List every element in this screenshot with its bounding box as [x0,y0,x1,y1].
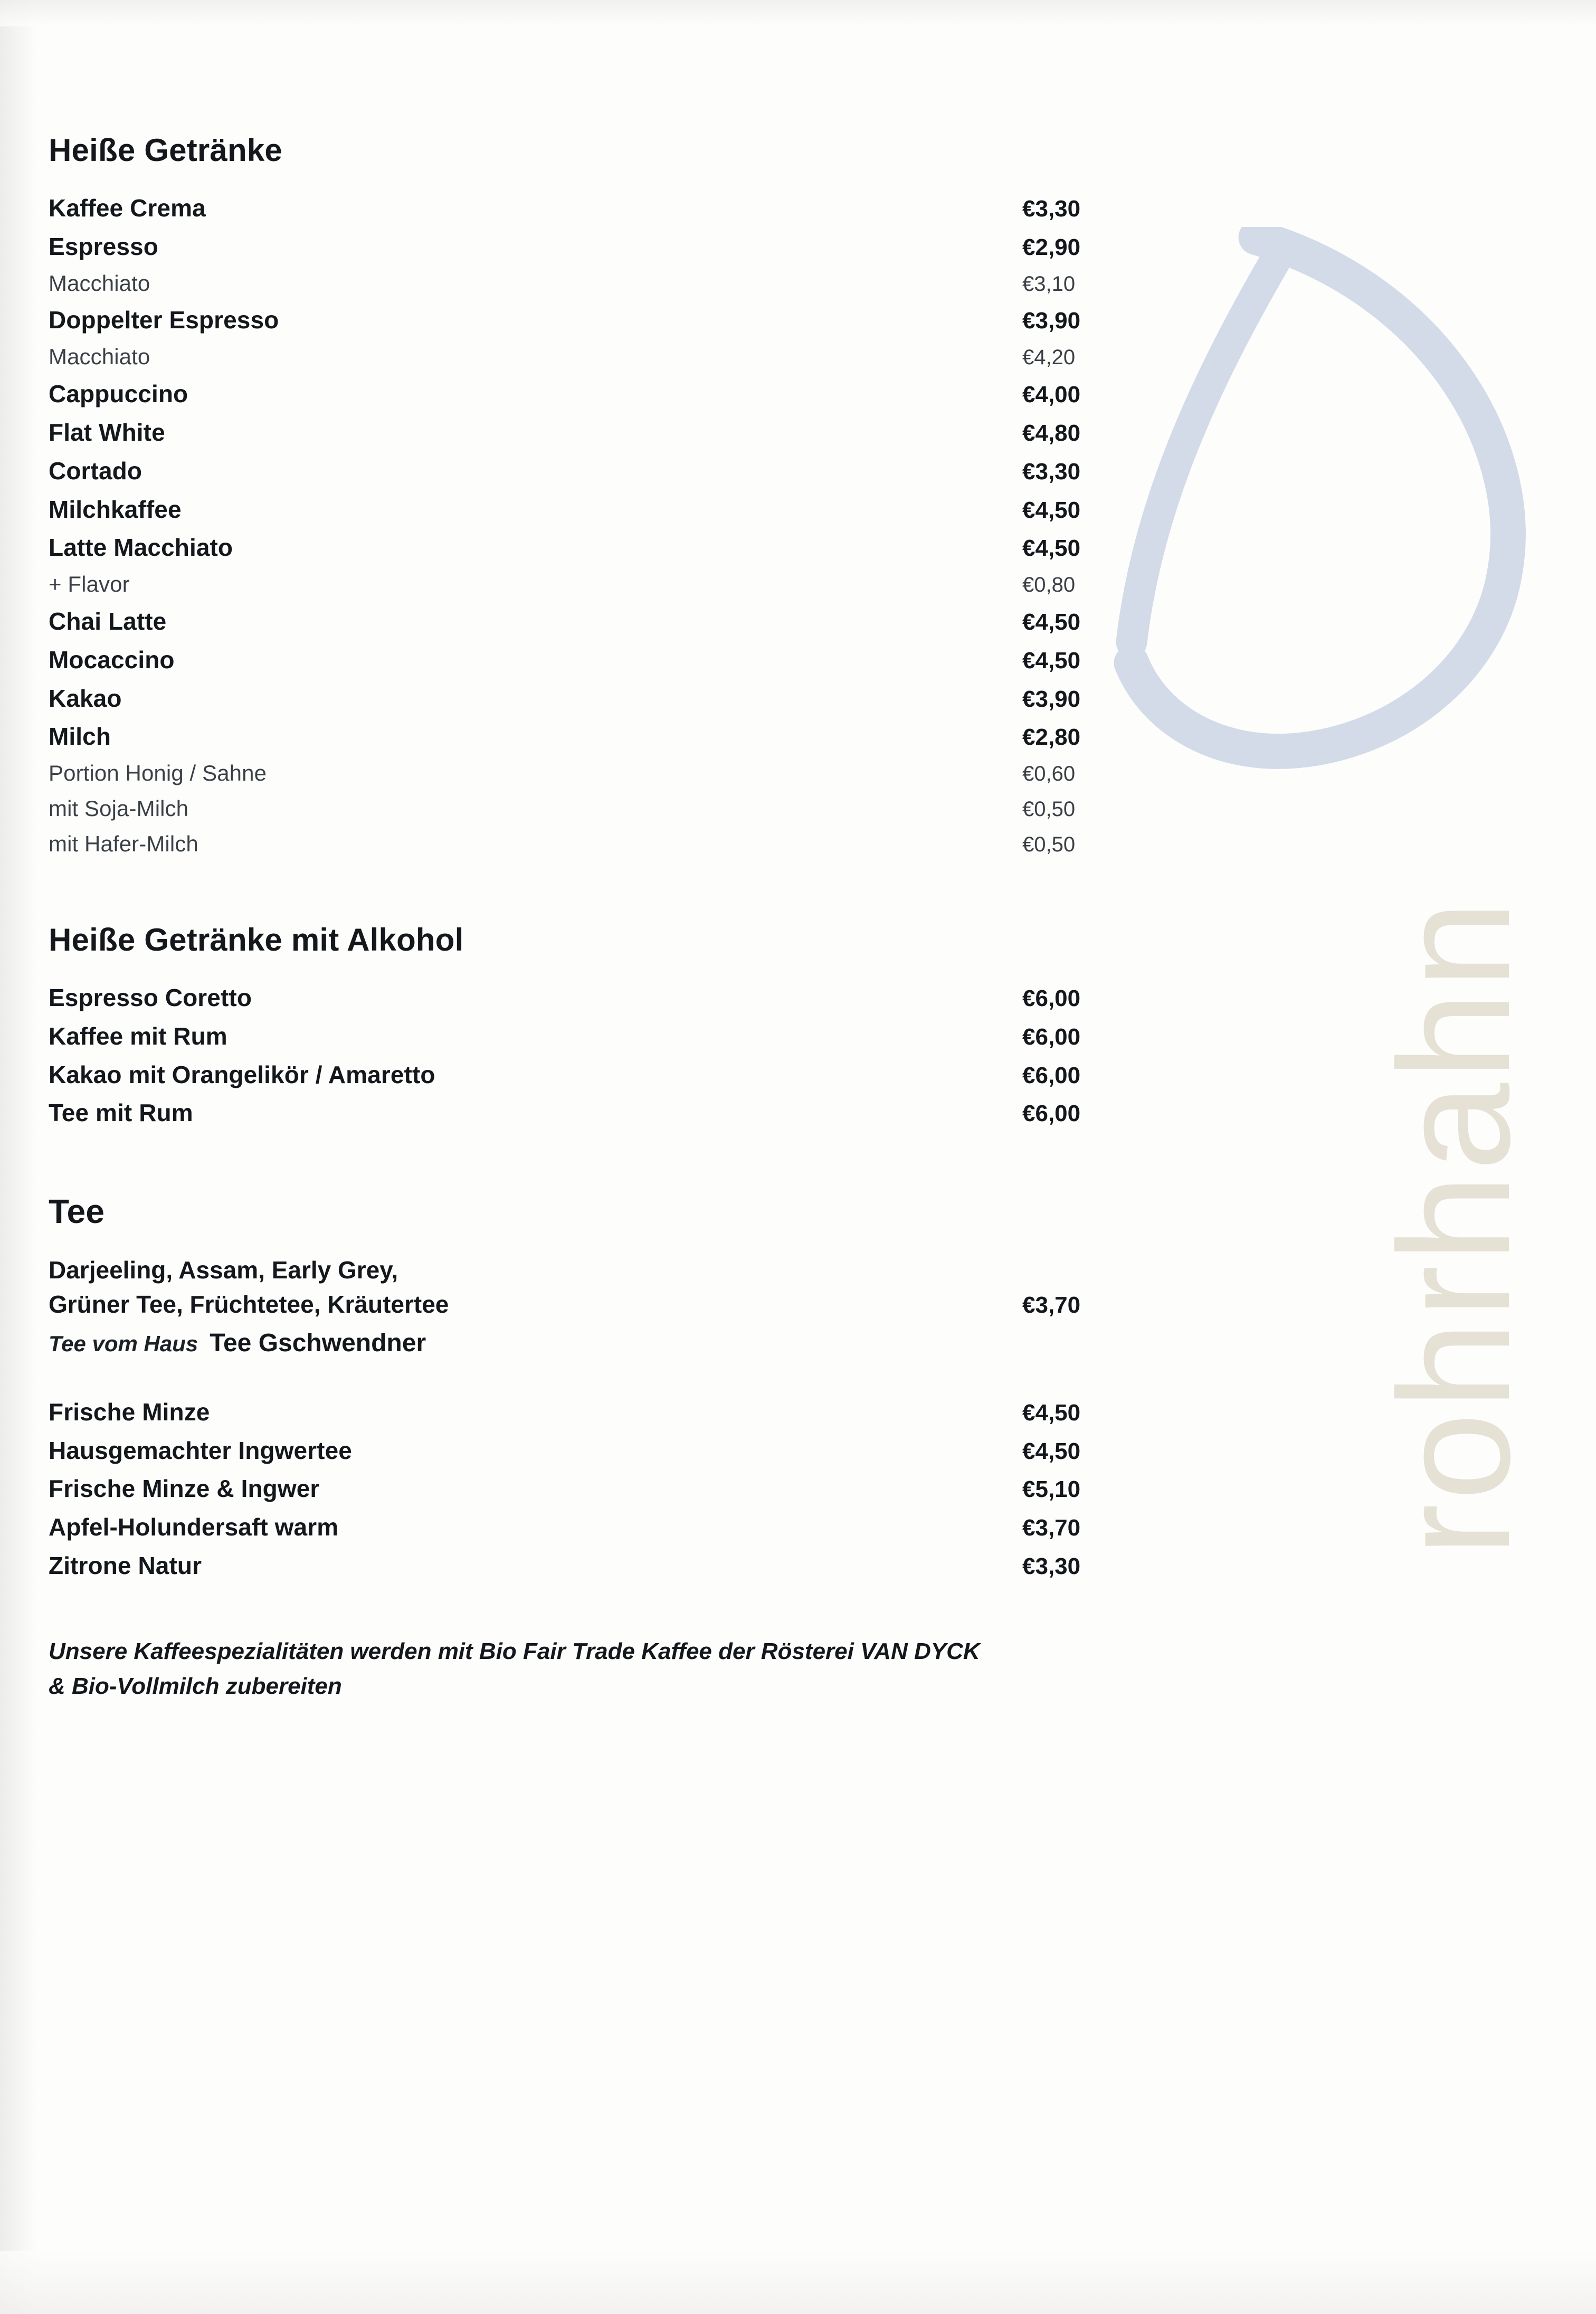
item-name: Zitrone Natur [49,1552,202,1580]
menu-row [49,719,1157,754]
menu-row [49,793,1157,825]
item-name: Espresso Coretto [49,983,252,1011]
menu-row [49,604,1157,639]
section-title-hot-drinks-alcohol: Heiße Getränke mit Alkohol [49,922,464,957]
menu-row [49,681,1157,716]
item-name: Apfel-Holundersaft warm [49,1513,339,1541]
item-name: + Flavor [49,572,130,597]
menu-row [49,828,1157,860]
menu-row [49,268,1157,300]
tea-description-line-2-row [49,1287,1157,1322]
item-name: Chai Latte [49,608,167,636]
section-title-tea: Tee [49,1192,105,1231]
item-name: Milchkaffee [49,495,182,523]
item-price: €0,50 [1022,833,1076,857]
item-name: Frische Minze [49,1398,210,1426]
item-price: €3,30 [1022,1553,1081,1580]
item-price: €4,20 [1022,346,1076,369]
paper-edge-left [0,0,37,2314]
footnote-line-1: Unsere Kaffeespezialitäten werden mit Bio Fair Trade Kaffee der Rösterei VAN DYCK [49,1638,980,1664]
tea-house-brand-row [49,1329,1157,1358]
item-name: mit Hafer-Milch [49,831,198,857]
item-name: mit Soja-Milch [49,796,189,821]
item-price: €4,50 [1022,647,1081,674]
item-name: Cortado [49,457,142,485]
item-name: Milch [49,723,111,751]
menu-row [49,415,1157,450]
item-price: €0,80 [1022,573,1076,597]
item-name: Doppelter Espresso [49,306,279,334]
menu-row [49,453,1157,489]
menu-row [49,1057,1157,1093]
item-name: Kakao [49,684,122,712]
item-price: €2,80 [1022,724,1081,751]
item-price: €6,00 [1022,985,1081,1011]
footnote [49,1634,1157,1704]
spacer [49,1358,1157,1395]
menu-row [49,1095,1157,1131]
menu-row [49,191,1157,226]
tea-items-list [49,1395,1157,1583]
tea-description [49,1253,1157,1322]
item-price: €0,60 [1022,762,1076,786]
item-price: €6,00 [1022,1023,1081,1050]
menu-row [49,1548,1157,1583]
paper-edge-bottom [0,2251,1596,2314]
item-price: €4,80 [1022,420,1081,446]
menu-row [49,1019,1157,1054]
menu-row [49,1395,1157,1430]
menu-row [49,492,1157,527]
menu-row [49,376,1157,412]
item-name: Espresso [49,232,158,260]
item-price: €4,50 [1022,609,1081,636]
tea-house-label: Tee vom Haus [49,1331,198,1356]
menu-row [49,1433,1157,1468]
item-name: Flat White [49,418,165,446]
tea-description-price: €3,70 [1022,1292,1081,1319]
menu-row [49,1510,1157,1545]
item-price: €6,00 [1022,1062,1081,1088]
menu-content [49,132,1157,1704]
item-price: €4,00 [1022,382,1081,408]
paper-edge-top [0,0,1596,26]
item-price: €6,00 [1022,1101,1081,1127]
spacer [49,1134,1157,1192]
menu-row [49,980,1157,1016]
item-name: Mocaccino [49,646,175,674]
spacer [49,864,1157,922]
menu-row [49,1471,1157,1506]
menu-row [49,642,1157,678]
menu-row [49,757,1157,790]
item-price: €3,90 [1022,686,1081,712]
menu-row [49,229,1157,264]
item-name: Latte Macchiato [49,534,233,562]
tea-house-brand: Tee Gschwendner [210,1329,426,1357]
item-name: Kakao mit Orangelikör / Amaretto [49,1060,435,1088]
item-name: Frische Minze & Ingwer [49,1475,320,1503]
item-price: €4,50 [1022,497,1081,523]
item-price: €5,10 [1022,1476,1081,1503]
item-price: €4,50 [1022,1399,1081,1426]
menu-row [49,530,1157,565]
section-title-hot-drinks: Heiße Getränke [49,132,282,168]
item-name: Macchiato [49,270,150,296]
item-name: Kaffee mit Rum [49,1022,227,1050]
brand-watermark: rohrhahn [1365,897,1543,1557]
item-name: Tee mit Rum [49,1099,193,1127]
item-name: Hausgemachter Ingwertee [49,1436,352,1464]
tea-description-line-1: Darjeeling, Assam, Early Grey, [49,1256,398,1284]
item-price: €4,50 [1022,1438,1081,1464]
item-price: €0,50 [1022,798,1076,821]
item-name: Macchiato [49,344,150,369]
item-price: €3,10 [1022,272,1076,296]
menu-row [49,568,1157,601]
menu-row [49,302,1157,338]
item-name: Portion Honig / Sahne [49,761,267,786]
item-price: €3,70 [1022,1515,1081,1541]
item-price: €3,30 [1022,196,1081,222]
item-price: €3,30 [1022,458,1081,485]
item-price: €4,50 [1022,535,1081,562]
item-price: €2,90 [1022,234,1081,260]
item-name: Cappuccino [49,380,188,408]
item-name: Kaffee Crema [49,194,206,222]
menu-row [49,341,1157,373]
tea-description-line-2: Grüner Tee, Früchtetee, Kräutertee [49,1291,449,1319]
alcohol-drinks-list [49,980,1157,1131]
footnote-line-2: & Bio-Vollmilch zubereiten [49,1673,342,1699]
item-price: €3,90 [1022,308,1081,334]
hot-drinks-list [49,191,1157,860]
